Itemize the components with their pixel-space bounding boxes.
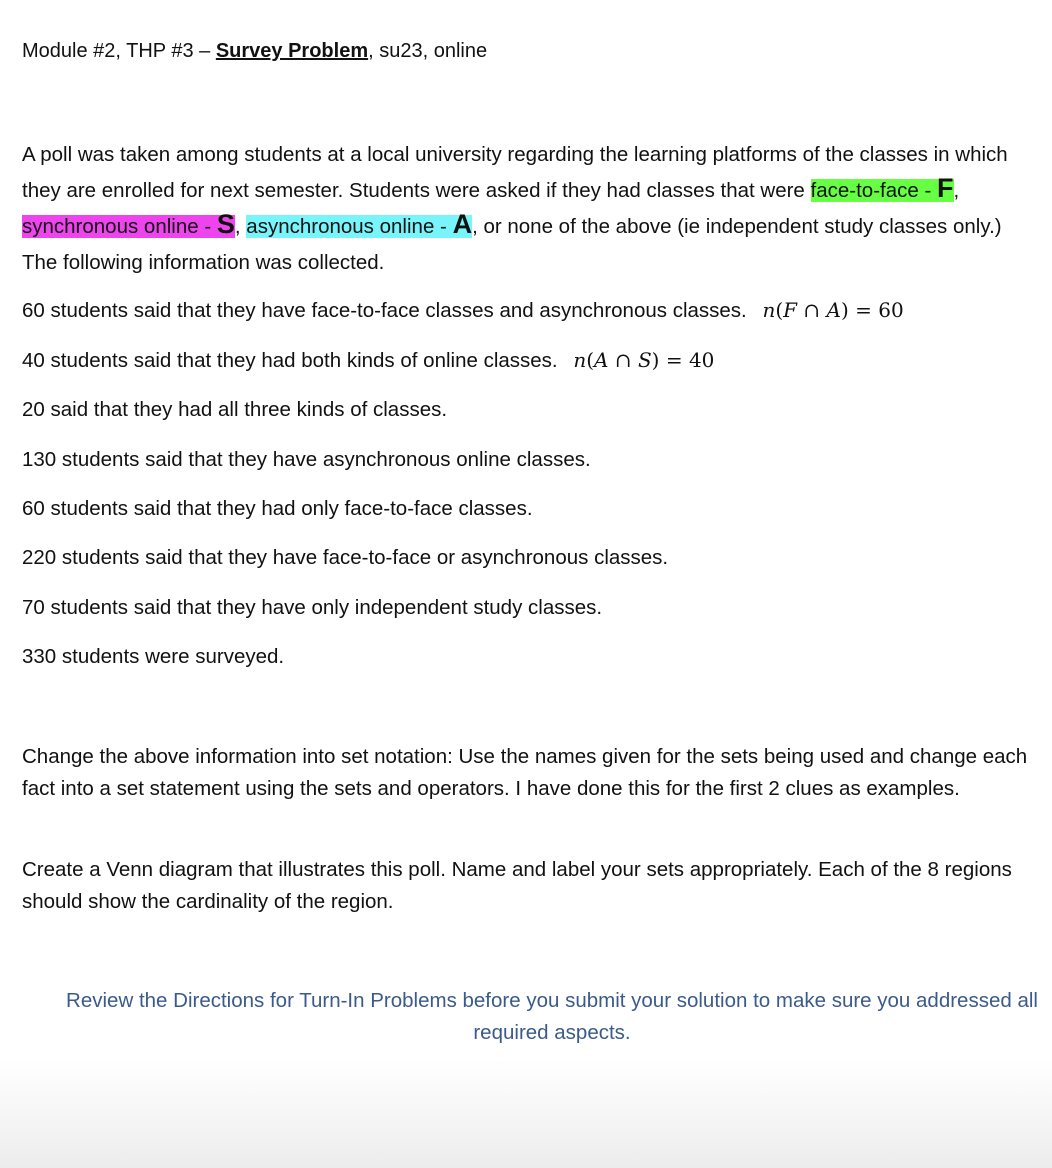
set-f-letter: F [937,173,954,203]
header-suffix: , su23, online [368,40,488,62]
face-to-face-label: face-to-face - [810,179,937,202]
synchronous-highlight [22,209,235,239]
fact-6 [22,546,668,570]
fact-text: 330 students were surveyed. [22,645,285,668]
separator-2: , [234,215,247,238]
document-header [22,40,487,63]
review-directions-note: Review the Directions for Turn-In Problems before you submit your solution to make sure you addressed all required aspects. [66,989,1038,1044]
fact-text: 130 students said that they have asynchronous online classes. [22,448,591,471]
separator-1: , [953,179,960,202]
header-title: Survey Problem [215,40,369,62]
fact-text: 20 said that they had all three kinds of classes. [22,398,448,421]
fact-3 [22,398,447,422]
instruction-venn-diagram: Create a Venn diagram that illustrates this poll. Name and label your sets appropriately. Each of the 8 regions should show the cardinality of the region. [22,858,1012,913]
intro-text-end: , or none of the above (ie independent study classes only.) The following information was collected. [22,215,1002,274]
instruction-set-notation: Change the above information into set notation: Use the names given for the sets being used and change each fact into a set statement using the sets and operators. I have done this for the first 2 clues as examples. [22,745,1028,800]
fact-5 [22,497,533,521]
fact-text: 40 students said that they had both kinds of online classes. [22,349,558,372]
header-prefix: Module #2, THP #3 – [22,40,216,62]
synchronous-label: synchronous online - [22,215,217,238]
asynchronous-highlight [246,209,473,239]
fact-text: 70 students said that they have only independent study classes. [22,596,603,619]
asynchronous-label: asynchronous online - [246,215,453,238]
fact-4 [22,448,591,472]
fact-notation: n(A ∩ S) = 40 [573,348,715,372]
face-to-face-highlight [810,173,954,203]
intro-text-start: A poll was taken among students at a local university regarding the learning platforms of the classes in which they are enrolled for next semester. Students were asked if they had classes that were [22,143,1008,202]
fact-text: 60 students said that they have face-to-face classes and asynchronous classes. [22,299,747,322]
fact-text: 60 students said that they had only face-to-face classes. [22,497,533,520]
set-a-letter: A [452,209,473,239]
set-s-letter: S [216,209,235,239]
fact-1 [22,298,904,323]
fact-2 [22,348,714,373]
intro-paragraph [22,137,1042,281]
fact-notation: n(F ∩ A) = 60 [762,298,904,322]
fact-text: 220 students said that they have face-to-face or asynchronous classes. [22,546,669,569]
fact-8 [22,645,284,669]
fact-7 [22,596,602,620]
